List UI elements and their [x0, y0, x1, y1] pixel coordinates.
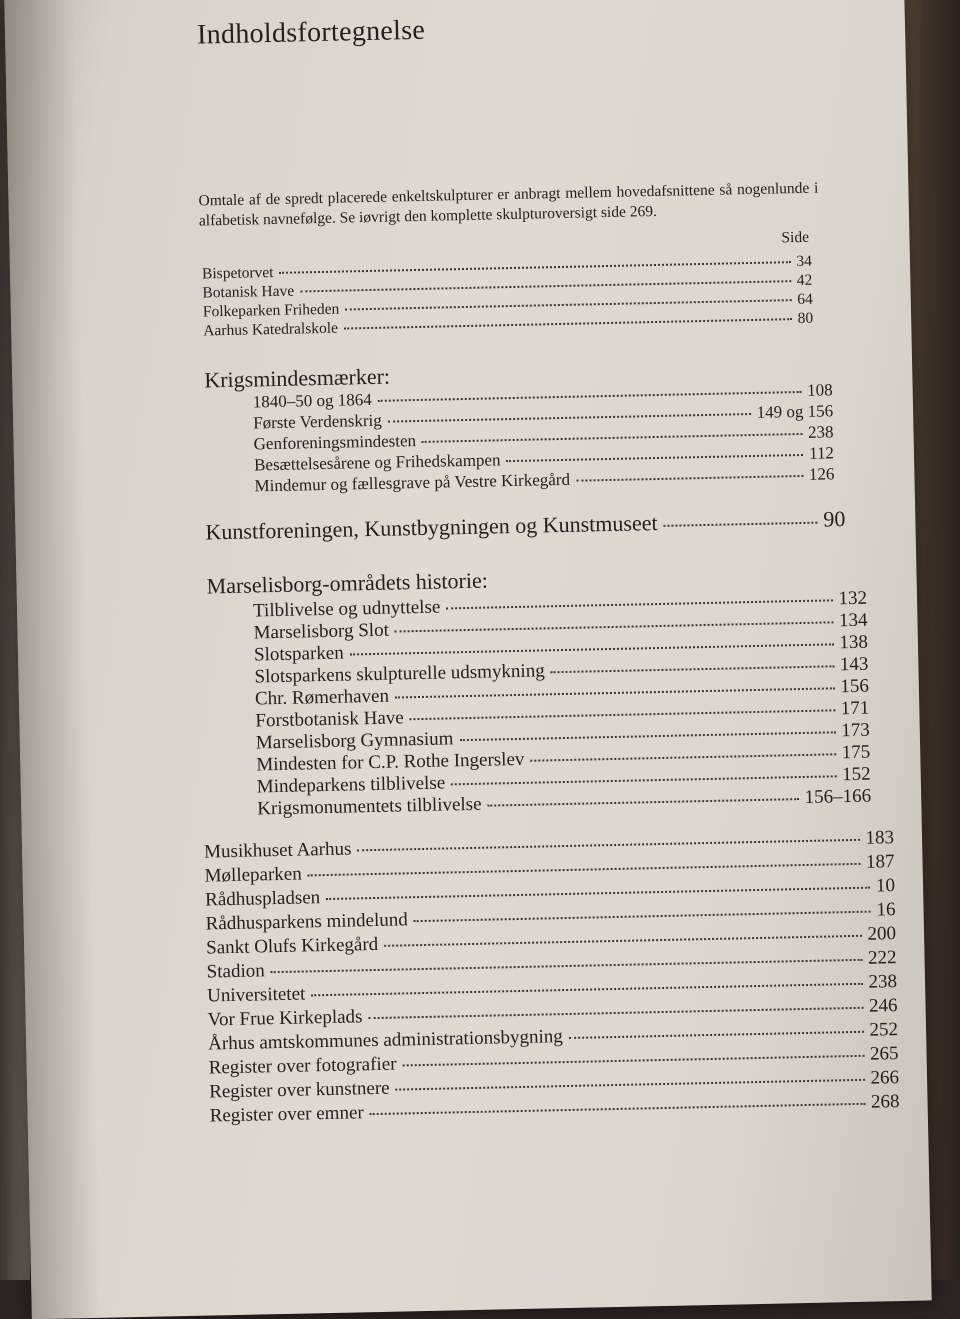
toc-entry: Universitetet 238	[206, 971, 898, 1007]
toc-entry: Mindemur og fællesgrave på Vestre Kirkegård 126	[254, 464, 835, 496]
toc-entry: Forstbotanisk Have 171	[255, 697, 870, 732]
toc-entry: Chr. Rømerhaven 156	[254, 675, 870, 710]
toc-entry: Rådhuspladsen 10	[204, 875, 896, 911]
toc-entry: Besættelsesårene og Frihedskampen 112	[253, 443, 835, 475]
toc-entry: Botanisk Have 42	[202, 271, 813, 302]
toc-entry: Sankt Olufs Kirkegård 200	[205, 923, 897, 959]
toc-entry: Stadion 222	[206, 947, 897, 983]
toc-entry: Første Verdenskrig 149 og 156	[252, 401, 834, 433]
page-title: Indholdsfortegnelse	[196, 14, 426, 51]
toc-entry: Marselisborg Slot 134	[253, 609, 868, 644]
intro-paragraph: Omtale af de spredt placerede enkeltskulpturer er anbragt mellem hovedafsnittene så nogenlunde i alfabetisk navnefølge. Se iøvrigt den komplette skulpturoversigt side 269.	[198, 179, 819, 230]
toc-entry: Marselisborg Gymnasium 173	[255, 719, 870, 754]
toc-entry: Mølleparken 187	[204, 851, 895, 887]
toc-entry: Århus amtskommunes administrationsbygning 252	[207, 1019, 899, 1055]
book-page	[4, 0, 931, 1319]
toc-entry: Genforeningsmindesten 238	[253, 422, 834, 454]
toc-entry: 1840–50 og 1864 108	[252, 380, 833, 412]
toc-entry: Slotsparken 138	[253, 631, 869, 666]
toc-entry-kunstforeningen: Kunstforeningen, Kunstbygningen og Kunstmuseet 90	[205, 506, 846, 545]
toc-entry: Rådhusparkens mindelund 16	[205, 899, 896, 935]
toc-entry: Slotsparkens skulpturelle udsmykning 143	[254, 653, 869, 688]
section-heading-marselisborg: Marselisborg-områdets historie:	[206, 567, 489, 599]
section-heading-krigsmindesmaerker: Krigsmindesmærker:	[204, 363, 391, 393]
toc-entry: Register over emner 268	[209, 1091, 900, 1127]
toc-entry: Vor Frue Kirkeplads 246	[207, 995, 898, 1031]
toc-entry: Bispetorvet 34	[201, 252, 813, 283]
toc-entry: Musikhuset Aarhus 183	[203, 827, 895, 863]
side-column-label: Side	[781, 228, 810, 247]
toc-entry: Register over kunstnere 266	[208, 1067, 900, 1103]
toc-entry: Aarhus Katedralskole 80	[203, 309, 814, 340]
toc-entry: Tilblivelse og udnyttelse 132	[252, 587, 868, 622]
toc-entry: Mindesten for C.P. Rothe Ingerslev 175	[256, 741, 871, 776]
toc-entry: Folkeparken Friheden 64	[202, 290, 813, 321]
toc-entry: Register over fotografier 265	[208, 1043, 899, 1079]
toc-entry: Krigsmonumentets tilblivelse 156–166	[257, 785, 872, 820]
toc-entry: Mindeparkens tilblivelse 152	[256, 763, 871, 798]
